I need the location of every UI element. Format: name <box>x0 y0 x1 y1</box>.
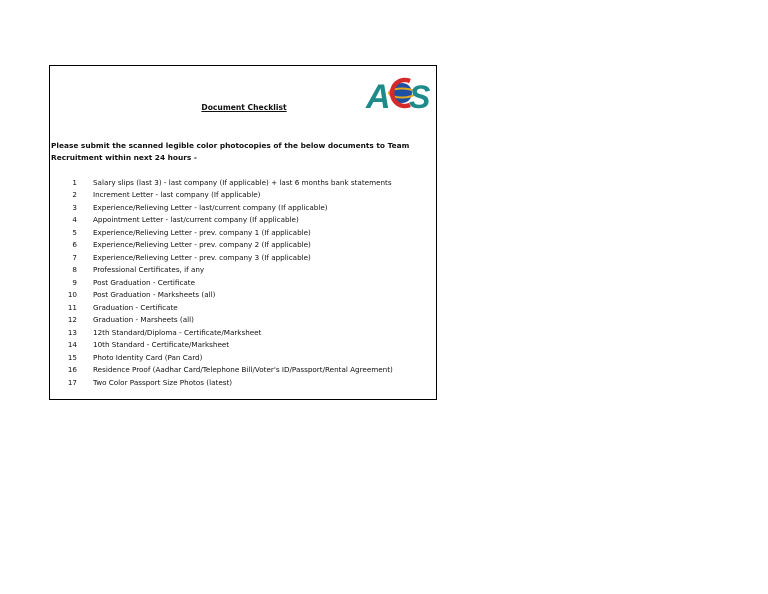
checklist-item <box>50 289 438 302</box>
checklist-item-number: 7 <box>72 252 77 262</box>
checklist-item <box>50 314 438 327</box>
instructions-text: Please submit the scanned legible color photocopies of the below documents to Team Recruitment within next 24 hours - <box>51 141 410 162</box>
checklist-item <box>50 264 438 277</box>
checklist-item-number: 4 <box>72 215 77 225</box>
checklist-item <box>50 189 438 202</box>
checklist-item-number: 17 <box>67 377 77 387</box>
checklist-item-text: Professional Certificates, if any <box>93 265 205 275</box>
checklist-item-number: 2 <box>72 190 77 200</box>
checklist-item <box>50 276 438 289</box>
checklist-item-text: Salary slips (last 3) - last company (If applicable) + last 6 months bank statements <box>93 177 392 187</box>
checklist-item-text: Increment Letter - last company (If applicable) <box>93 190 261 200</box>
checklist-item-number: 14 <box>67 340 77 350</box>
checklist-item-number: 16 <box>67 365 77 375</box>
checklist-item-number: 13 <box>67 327 77 337</box>
checklist-item-text: 10th Standard - Certificate/Marksheet <box>93 340 230 350</box>
checklist-item-text: Appointment Letter - last/current company (If applicable) <box>93 215 299 225</box>
checklist-item-text: Post Graduation - Certificate <box>93 277 196 287</box>
checklist-item-text: Graduation - Certificate <box>93 302 178 312</box>
checklist-item-number: 9 <box>72 277 77 287</box>
checklist-item-text: Experience/Relieving Letter - prev. company 1 (If applicable) <box>93 227 311 237</box>
checklist-item-text: Experience/Relieving Letter - prev. company 2 (If applicable) <box>93 240 311 250</box>
checklist-item-number: 5 <box>72 227 77 237</box>
checklist-item-number: 11 <box>67 302 77 312</box>
checklist-item-number: 12 <box>67 315 77 325</box>
checklist-item-text: 12th Standard/Diploma - Certificate/Marksheet <box>93 327 262 337</box>
checklist-item <box>50 376 438 389</box>
checklist-item <box>50 239 438 252</box>
checklist-item <box>50 301 438 314</box>
checklist-item-text: Graduation - Marsheets (all) <box>93 315 194 325</box>
document-checklist <box>50 176 438 389</box>
checklist-item-text: Experience/Relieving Letter - last/current company (If applicable) <box>93 202 328 212</box>
logo-letter-s: S <box>409 79 431 112</box>
checklist-item <box>50 226 438 239</box>
checklist-item-number: 3 <box>72 202 77 212</box>
checklist-item-text: Experience/Relieving Letter - prev. company 3 (If applicable) <box>93 252 311 262</box>
checklist-item <box>50 201 438 214</box>
checklist-item-text: Photo Identity Card (Pan Card) <box>93 352 203 362</box>
checklist-item <box>50 364 438 377</box>
document-sheet <box>49 65 437 400</box>
checklist-item <box>50 326 438 339</box>
checklist-item <box>50 176 438 189</box>
checklist-item-text: Post Graduation - Marksheets (all) <box>93 290 216 300</box>
checklist-item-text: Residence Proof (Aadhar Card/Telephone Bill/Voter's ID/Passport/Rental Agreement) <box>93 365 393 375</box>
checklist-item-text: Two Color Passport Size Photos (latest) <box>93 377 233 387</box>
checklist-item-number: 1 <box>72 177 77 187</box>
checklist-item <box>50 251 438 264</box>
checklist-item <box>50 214 438 227</box>
logo-letter-a: A <box>366 78 391 112</box>
checklist-item <box>50 351 438 364</box>
checklist-item-number: 6 <box>72 240 77 250</box>
checklist-item-number: 10 <box>67 290 77 300</box>
page-title: Document Checklist <box>201 103 287 112</box>
checklist-item-number: 15 <box>67 352 77 362</box>
checklist-item-number: 8 <box>72 265 77 275</box>
checklist-item <box>50 339 438 352</box>
